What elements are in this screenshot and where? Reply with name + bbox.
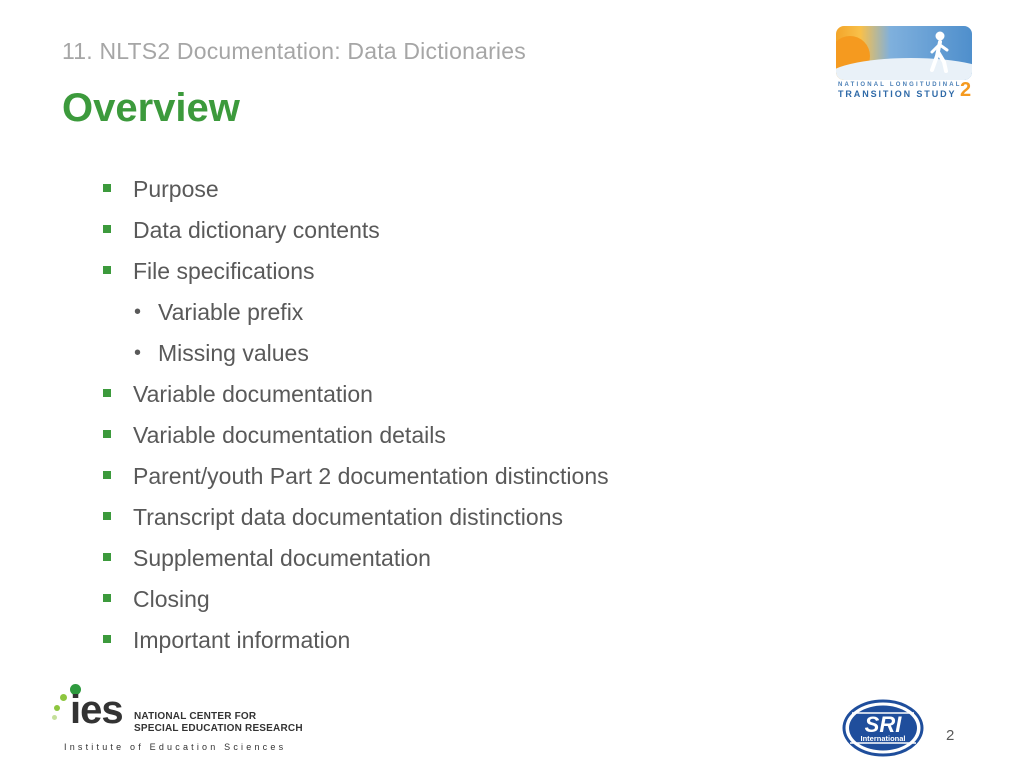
ies-tagline: Institute of Education Sciences bbox=[64, 742, 287, 752]
nlts2-logo-graphic bbox=[836, 26, 972, 80]
bullet-text: Supplemental documentation bbox=[133, 545, 431, 571]
nlts2-logo bbox=[836, 26, 974, 100]
square-bullet-icon bbox=[103, 389, 111, 397]
bullet-item bbox=[100, 418, 980, 459]
bullet-text: File specifications bbox=[133, 258, 315, 284]
ies-center-line2: SPECIAL EDUCATION RESEARCH bbox=[134, 723, 303, 734]
bullet-text: Parent/youth Part 2 documentation distinctions bbox=[133, 463, 609, 489]
sub-bullet-item bbox=[100, 336, 980, 377]
slide-subtitle: 11. NLTS2 Documentation: Data Dictionaries bbox=[62, 38, 526, 64]
square-bullet-icon bbox=[103, 184, 111, 192]
square-bullet-icon bbox=[103, 594, 111, 602]
bullet-item bbox=[100, 541, 980, 582]
nlts2-logo-line1: NATIONAL LONGITUDINAL bbox=[838, 82, 962, 88]
sri-letters: SRI bbox=[864, 712, 902, 737]
square-bullet-icon bbox=[103, 471, 111, 479]
bullet-item bbox=[100, 459, 980, 500]
ies-letters: ies bbox=[70, 688, 123, 732]
round-bullet-icon: • bbox=[134, 342, 142, 364]
bullet-item bbox=[100, 500, 980, 541]
bullet-item bbox=[100, 254, 980, 295]
bullet-text: Transcript data documentation distinctions bbox=[133, 504, 563, 530]
square-bullet-icon bbox=[103, 512, 111, 520]
bullet-item bbox=[100, 623, 980, 664]
bullet-item bbox=[100, 172, 980, 213]
square-bullet-icon bbox=[103, 553, 111, 561]
bullet-text: Variable documentation details bbox=[133, 422, 446, 448]
nlts2-logo-numeral: 2 bbox=[960, 79, 972, 101]
bullet-item bbox=[100, 582, 980, 623]
square-bullet-icon bbox=[103, 266, 111, 274]
square-bullet-icon bbox=[103, 225, 111, 233]
square-bullet-icon bbox=[103, 430, 111, 438]
sub-bullet-item bbox=[100, 295, 980, 336]
walking-person-icon bbox=[924, 30, 954, 74]
bullet-text: Data dictionary contents bbox=[133, 217, 380, 243]
bullet-text: Variable documentation bbox=[133, 381, 373, 407]
bullet-text: Missing values bbox=[158, 340, 309, 366]
ies-ncser-logo bbox=[48, 684, 308, 756]
bullet-item bbox=[100, 377, 980, 418]
overview-bullet-list bbox=[100, 172, 980, 664]
page-number: 2 bbox=[946, 727, 955, 744]
bullet-item bbox=[100, 213, 980, 254]
nlts2-logo-line2: TRANSITION STUDY bbox=[838, 89, 957, 99]
slide-title: Overview bbox=[62, 86, 240, 130]
sri-word: International bbox=[860, 734, 906, 743]
sri-international-logo bbox=[842, 699, 926, 757]
bullet-text: Important information bbox=[133, 627, 351, 653]
round-bullet-icon: • bbox=[134, 301, 142, 323]
bullet-text: Purpose bbox=[133, 176, 219, 202]
bullet-text: Closing bbox=[133, 586, 210, 612]
ies-center-line1: NATIONAL CENTER FOR bbox=[134, 711, 257, 722]
square-bullet-icon bbox=[103, 635, 111, 643]
bullet-text: Variable prefix bbox=[158, 299, 304, 325]
